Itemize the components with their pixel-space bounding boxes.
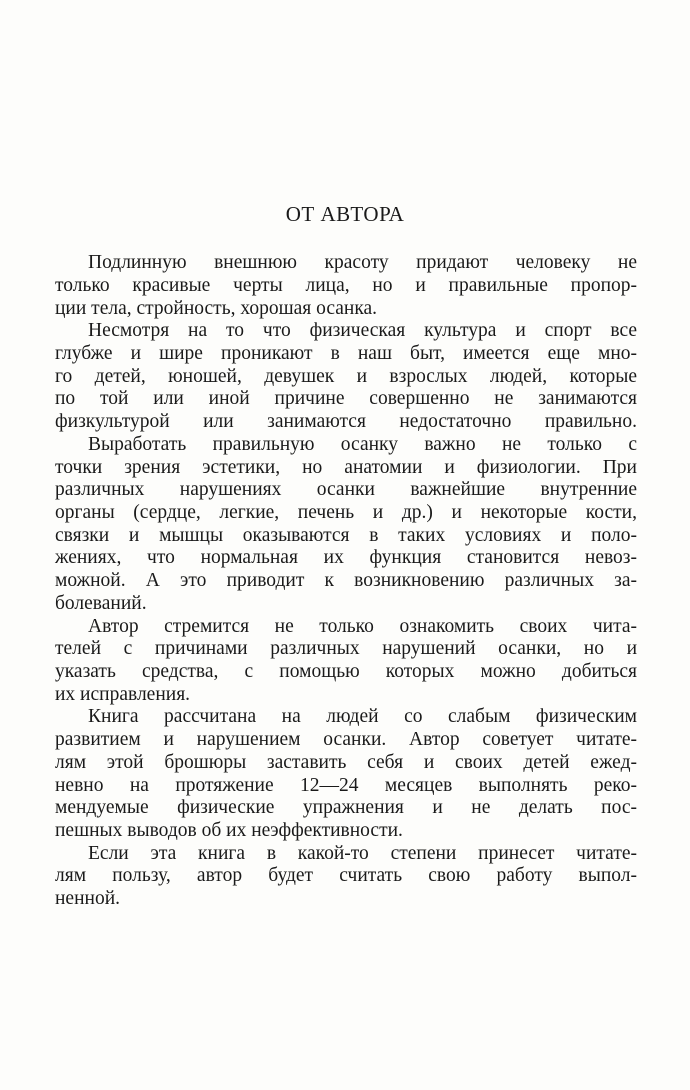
text-line: связки и мышцы оказываются в таких условиях и поло- bbox=[55, 525, 637, 546]
text-line: пешных выводов об их неэффективности. bbox=[55, 820, 403, 841]
text-line: по той или иной причине совершенно не занимаются bbox=[55, 388, 637, 409]
text-line: невно на протяжение 12—24 месяцев выполнять реко- bbox=[55, 775, 637, 796]
text-line: лям пользу, автор будет считать свою работу выпол- bbox=[55, 865, 637, 886]
text-line: физкультурой или занимаются недостаточно правильно. bbox=[55, 411, 637, 432]
text-line: органы (сердце, легкие, печень и др.) и некоторые кости, bbox=[55, 502, 637, 523]
text-line: их исправления. bbox=[55, 684, 191, 705]
text-line: го детей, юношей, девушек и взрослых людей, которые bbox=[55, 366, 637, 387]
text-line: точки зрения эстетики, но анатомии и физиологии. При bbox=[55, 457, 637, 478]
text-line: указать средства, с помощью которых можно добиться bbox=[55, 661, 637, 682]
text-line: жениях, что нормальная их функция становится невоз- bbox=[55, 547, 637, 568]
text-line: только красивые черты лица, но и правильные пропор- bbox=[55, 275, 637, 296]
text-line: глубже и шире проникают в наш быт, имеется еще мно- bbox=[55, 343, 637, 364]
text-line: ции тела, стройность, хорошая осанка. bbox=[55, 298, 378, 319]
text-line: лям этой брошюры заставить себя и своих детей ежед- bbox=[55, 752, 637, 773]
page-title: ОТ АВТОРА bbox=[285, 202, 405, 226]
text-line: болеваний. bbox=[55, 593, 147, 614]
text-line: Автор стремится не только ознакомить своих чита- bbox=[88, 616, 637, 637]
text-line: Если эта книга в какой-то степени принесет читате- bbox=[88, 843, 637, 864]
text-line: Книга рассчитана на людей со слабым физическим bbox=[88, 706, 637, 727]
text-line: мендуемые физические упражнения и не делать пос- bbox=[55, 797, 637, 818]
text-line: Несмотря на то что физическая культура и спорт все bbox=[88, 320, 637, 341]
text-line: ненной. bbox=[55, 888, 121, 909]
text-line: Выработать правильную осанку важно не только с bbox=[88, 434, 637, 455]
text-line: различных нарушениях осанки важнейшие внутренние bbox=[55, 479, 637, 500]
text-line: Подлинную внешнюю красоту придают человеку не bbox=[88, 252, 637, 273]
text-line: развитием и нарушением осанки. Автор советует читате- bbox=[55, 729, 637, 750]
text-line: можной. А это приводит к возникновению различных за- bbox=[55, 570, 637, 591]
text-line: телей с причинами различных нарушений осанки, но и bbox=[55, 638, 637, 659]
